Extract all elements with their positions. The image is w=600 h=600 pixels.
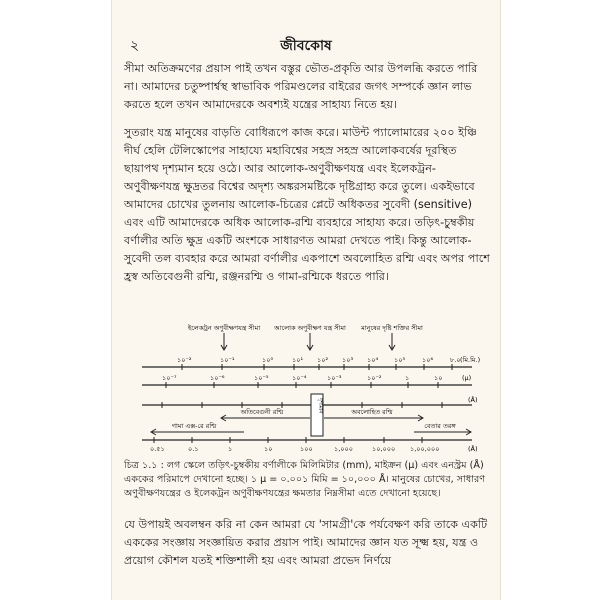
ir-label: অবলোহিত রশ্মি [351, 408, 393, 416]
closing-paragraph: যে উপায়ই অবলম্বন করি না কেন আমরা যে 'সামগ্রী'কে পর্যবেক্ষণ করি তাকে একটি এককের সংজ্ঞায় সংজ্ঞায়িত করার প্রয়াস পাই। আমাদের জ্ঞান যত সূক্ষ্ম হয়, যন্ত্র ও প্রয়োগ কৌশল যতই শক্তিশালী হয় এবং আমরা প্রভেদ নির্ণয়ে [124, 518, 488, 567]
fig-b-v6: ১০,০০০ [372, 445, 396, 453]
fig-b-v7: ১,০০,০০০ [410, 445, 440, 453]
fig-r1-v4: ১০² [317, 356, 329, 364]
paragraph-2: সুতরাং যন্ত্র মানুষের বাড়তি বোধিরূপে কাজ করে। মাউন্ট প্যালোমারের ২০০ ইঞ্চি দীর্ঘ হেলি টেলিস্কোপের সাহায্যে মহাবিশ্বের সহস্র সহস্র আলোকবর্ষের দূরস্থিত ছায়াপথ দৃশ্যমান হয়ে ওঠে। আর আলোক-অণুবীক্ষণযন্ত্র এবং ইলেকট্রন-অণুবীক্ষণযন্ত্র ক্ষুদ্রতর বিশ্বের অদৃশ্য অঙ্করসমষ্টিকে দৃষ্টিগ্রাহ্য করে তুলে। একইভাবে আমাদের চোখের তুলনায় আলোক-চিত্রের প্লেটে অধিকতর সুবেদী (sensitive) এবং এটি আমাদেরকে অধিক আলোক-রশ্মি ব্যবহারে সাহায্য করে। তড়িৎ-চুম্বকীয় বর্ণালীর অতি ক্ষুদ্র একটি অংশকে সাধারণত আমরা দেখতে পাই। কিন্তু আলোক-সুবেদী তল ব্যবহার করে আমরা বর্ণালীর একপাশে অবলোহিত রশ্মি এবং অপর পাশে হ্রস্ব অতিবেগুনী রশ্মি, রঞ্জনরশ্মি ও গামা-রশ্মিকে ধরতে পারি। [124, 126, 490, 283]
fig-r2-v0: ১০⁻⁷ [162, 374, 177, 382]
figure-caption: চিত্র ১.১ : লগ স্কেলে তড়িৎ-চুম্বকীয় বর্ণালীকে মিলিমিটার (mm), মাইক্রন (μ) এবং এনস্ট্রম (Å) এককের পরিমাপে দেখানো হচ্ছে। ১ μ = ০.০০১ মিমি = ১০,০০০ Å। মানুষের চোখের, সাধারণ অণুবীক্ষণযন্ত্রের ও ইলেকট্রন অণুবীক্ষণযন্ত্রের ক্ষমতার নিম্নসীমা এতে দেখানো হয়েছে। [124, 460, 486, 499]
page-number: ২ [130, 38, 140, 54]
fig-r1-v2: ১০⁰ [262, 356, 274, 364]
fig-row-2 [162, 374, 471, 382]
fig-b-v5: ১,০০০ [334, 445, 353, 453]
fig-r1-v9: ৮.০ [450, 356, 461, 364]
fig-b-unit: (Å) [468, 445, 478, 453]
fig-b-v4: ১০০ [300, 445, 313, 453]
fig-r2-v3: ১০⁻⁴ [292, 374, 307, 382]
book-page [112, 0, 500, 600]
fig-r1-v0: ১০⁻² [177, 356, 192, 364]
fig-r1-v6: ১০⁴ [367, 356, 379, 364]
radio-label: বেতার তরঙ্গ [424, 422, 456, 430]
fig-r1-v1: ১০⁻¹ [220, 356, 235, 364]
fig-axis-3-unit: (Å) [468, 396, 478, 404]
fig-r1-v3: ১০¹ [292, 356, 304, 364]
fig-top-label-2: আলোক অণুবীক্ষণ যন্ত্র সীমা [274, 324, 346, 332]
fig-r2-v1: ১০⁻⁶ [210, 374, 225, 382]
fig-b-v3: ১০ [264, 445, 273, 453]
fig-r2-v6: ১ [405, 374, 410, 382]
body-text [124, 60, 490, 296]
fig-b-v0: ০.৫১ [150, 445, 165, 453]
fig-r2-v4: ১০⁻³ [327, 374, 342, 382]
fig-r1-unit: (মি.মি.) [460, 356, 481, 364]
fig-bottom-values [150, 444, 478, 453]
paragraph-1: সীমা অতিক্রমণের প্রয়াস পাই তখন বস্তুর ভৌত-প্রকৃতি আর উপলব্ধি করতে পারি না। আমাদের চতুষ্পার্শ্বস্থ স্বাভাবিক পরিমণ্ডলের বাইরের জগৎ সম্পর্কে জ্ঞান লাভ করতে হলে তখন আমাদেরকে অবশ্যই যন্ত্রের সাহায্য নিতে হয়। [124, 62, 478, 111]
spectrum-figure [122, 320, 492, 455]
fig-top-label-1: ইলেকট্রন অণুবীক্ষণযন্ত্র সীমা [187, 324, 261, 332]
fig-r2-v5: ১০⁻² [367, 374, 382, 382]
fig-r2-v7: ১০ [434, 374, 443, 382]
fig-r1-v8: ১০⁶ [422, 356, 434, 364]
gamma-xray-label: গামা এক্স-রে রশ্মি [171, 422, 217, 430]
uv-label: অতিবেগুনী রশ্মি [240, 408, 284, 416]
fig-r2-v2: ১০⁻⁵ [254, 374, 269, 382]
fig-r2-unit: (μ) [462, 374, 472, 382]
fig-r1-v7: ১০⁵ [394, 356, 406, 364]
page-title: জীবকোষ [280, 38, 332, 54]
fig-b-v2: ১ [228, 445, 233, 453]
visible-band-label: দৃশ্যমান [317, 398, 323, 414]
fig-r1-v5: ১০³ [342, 356, 354, 364]
fig-top-label-3: মানুষের দৃষ্টি শক্তির সীমা [361, 324, 423, 332]
fig-row-1 [177, 356, 480, 364]
fig-b-v1: ০.১ [188, 445, 199, 453]
